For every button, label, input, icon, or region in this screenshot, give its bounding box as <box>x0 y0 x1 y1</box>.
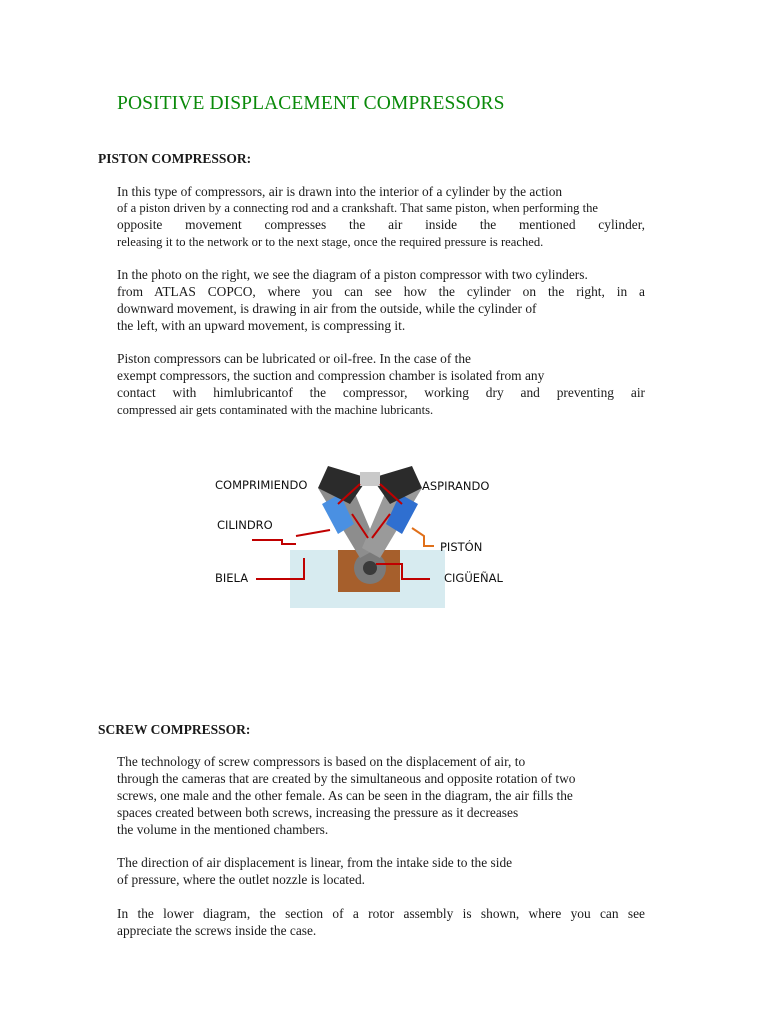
text-line: The direction of air displacement is linear, from the intake side to the side <box>117 855 513 870</box>
text-line: In this type of compressors, air is drawn into the interior of a cylinder by the action <box>117 184 563 199</box>
text-line: the volume in the mentioned chambers. <box>117 822 329 837</box>
piston-leader <box>412 528 434 546</box>
text-line: from ATLAS COPCO, where you can see how the cylinder on the right, in a <box>117 284 645 299</box>
crankshaft-hub <box>363 561 377 575</box>
text-line: screws, one male and the other female. As can be seen in the diagram, the air fills the <box>117 788 573 803</box>
label-biela: BIELA <box>215 571 249 585</box>
text-line: contact with himlubricantof the compressor, working dry and preventing air <box>117 385 645 400</box>
text-line: compressed air gets contaminated with the machine lubricants. <box>117 403 434 417</box>
text-line: exempt compressors, the suction and compression chamber is isolated from any <box>117 368 545 383</box>
cilindro-leader <box>252 540 296 544</box>
text-line: the left, with an upward movement, is compressing it. <box>117 318 406 333</box>
text-line: The technology of screw compressors is based on the displacement of air, to <box>117 754 526 769</box>
screw-heading-text: SCREW COMPRESSOR: <box>98 722 251 737</box>
label-aspirando: ASPIRANDO <box>422 479 490 493</box>
label-comprimiendo: COMPRIMIENDO <box>215 478 308 492</box>
screw-heading <box>95 722 250 738</box>
page-title: POSITIVE DISPLACEMENT COMPRESSORS <box>117 93 505 114</box>
text-line: downward movement, is drawing in air from the outside, while the cylinder of <box>117 301 537 316</box>
text-line: In the lower diagram, the section of a rotor assembly is shown, where you can see <box>117 906 645 921</box>
text-line: Piston compressors can be lubricated or oil-free. In the case of the <box>117 351 471 366</box>
text-line: In the photo on the right, we see the diagram of a piston compressor with two cylinders. <box>117 267 588 282</box>
label-ciguenal: CIGÜEÑAL <box>444 571 503 585</box>
piston-compressor-diagram <box>200 458 520 610</box>
label-cilindro: CILINDRO <box>217 518 273 532</box>
text-line: releasing it to the network or to the next stage, once the required pressure is reached. <box>117 235 544 249</box>
piston-heading-text: PISTON COMPRESSOR: <box>98 151 252 166</box>
text-line: of pressure, where the outlet nozzle is located. <box>117 872 366 887</box>
cilindro-arrow <box>296 530 330 536</box>
text-line: spaces created between both screws, increasing the pressure as it decreases <box>117 805 519 820</box>
label-piston: PISTÓN <box>440 540 483 554</box>
text-line: of a piston driven by a connecting rod and a crankshaft. That same piston, when performing the <box>117 201 598 215</box>
text-line: through the cameras that are created by the simultaneous and opposite rotation of two <box>117 771 576 786</box>
valve-block <box>360 472 380 486</box>
text-line: appreciate the screws inside the case. <box>117 923 317 938</box>
text-line: opposite movement compresses the air inside the mentioned cylinder, <box>117 217 645 232</box>
piston-heading <box>95 151 251 167</box>
